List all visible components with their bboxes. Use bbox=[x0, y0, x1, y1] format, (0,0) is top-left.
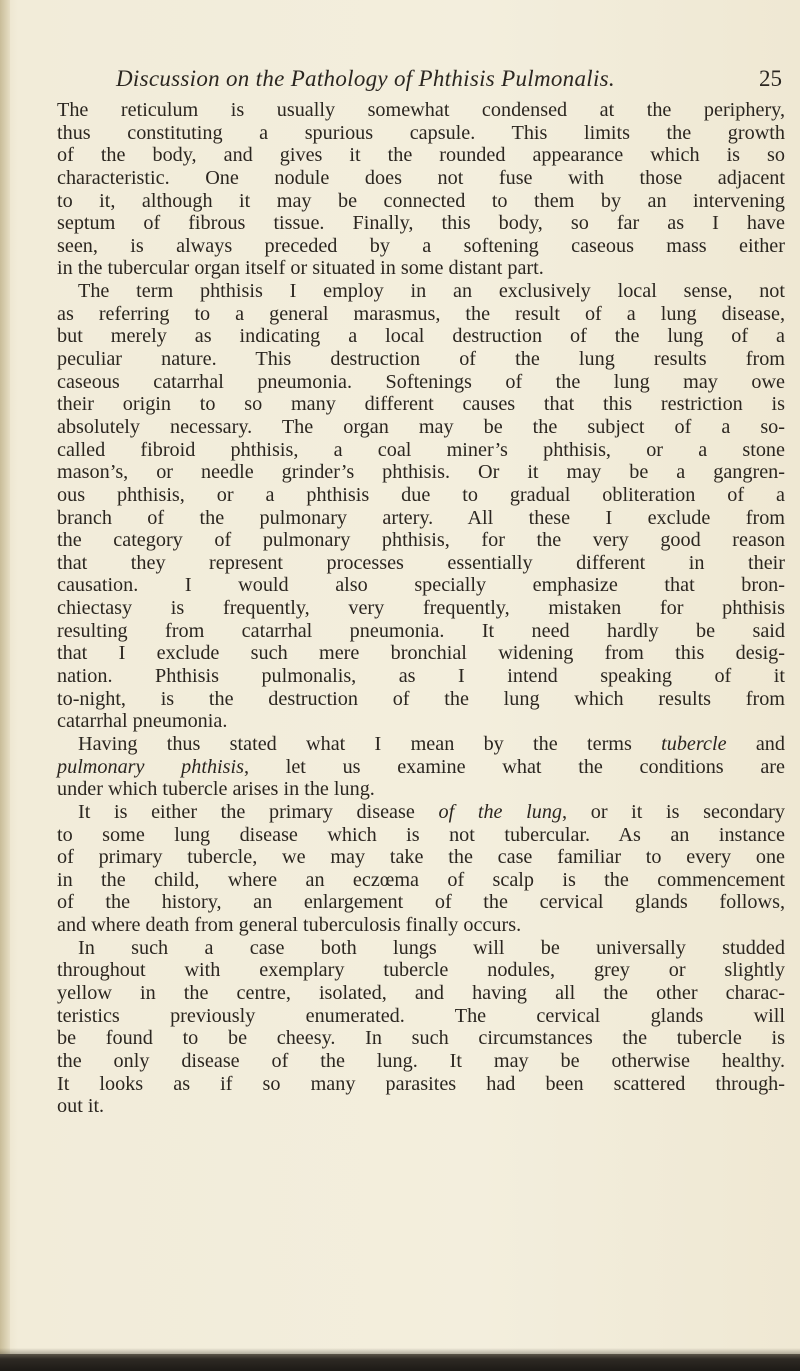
text-line: absolutely necessary. The organ may be the subject of a so- bbox=[57, 415, 785, 438]
text-line: throughout with exemplary tubercle nodules, grey or slightly bbox=[57, 959, 785, 982]
text-line: but merely as indicating a local destruction of the lung of a bbox=[57, 325, 785, 348]
text-line: called fibroid phthisis, a coal miner’s phthisis, or a stone bbox=[57, 438, 785, 461]
text-line: out it. bbox=[57, 1095, 105, 1118]
text-line: causation. I would also specially emphasize that bron- bbox=[57, 574, 785, 597]
text-line: to some lung disease which is not tubercular. As an instance bbox=[57, 823, 785, 846]
text-line: under which tubercle arises in the lung. bbox=[57, 778, 375, 801]
text-line: teristics previously enumerated. The cervical glands will bbox=[57, 1004, 785, 1027]
text-line: chiectasy is frequently, very frequently, mistaken for phthisis bbox=[57, 597, 785, 620]
italic-text: tubercle bbox=[661, 732, 727, 755]
text-line: and where death from general tuberculosis finally occurs. bbox=[57, 914, 522, 937]
text-line: that I exclude such mere bronchial widening from this desig- bbox=[57, 642, 785, 665]
text-line: ous phthisis, or a phthisis due to gradual obliteration of a bbox=[57, 483, 785, 506]
italic-text: of the lung bbox=[438, 800, 563, 823]
text-line: to it, although it may be connected to them by an intervening bbox=[57, 189, 785, 212]
text-line: of primary tubercle, we may take the case familiar to every one bbox=[57, 846, 785, 869]
text-line: of the history, an enlargement of the cervical glands follows, bbox=[57, 891, 785, 914]
text-line: peculiar nature. This destruction of the lung results from bbox=[57, 348, 785, 371]
text-line: thus constituting a spurious capsule. This limits the growth bbox=[57, 121, 785, 144]
text-run: It is either the primary disease bbox=[78, 800, 439, 823]
text-line bbox=[57, 756, 785, 779]
text-line: yellow in the centre, isolated, and having all the other charac- bbox=[57, 981, 785, 1004]
text-line: the only disease of the lung. It may be otherwise healthy. bbox=[57, 1049, 785, 1072]
text-line: in the child, where an eczœma of scalp is the commencement bbox=[57, 868, 785, 891]
text-line: in the tubercular organ itself or situated in some distant part. bbox=[57, 257, 544, 280]
page-bottom-edge bbox=[0, 1354, 800, 1371]
text-line: to-night, is the destruction of the lung which results from bbox=[57, 687, 785, 710]
text-line: be found to be cheesy. In such circumstances the tubercle is bbox=[57, 1027, 785, 1050]
text-line: It looks as if so many parasites had been scattered through- bbox=[57, 1072, 785, 1095]
text-line: resulting from catarrhal pneumonia. It need hardly be said bbox=[57, 619, 785, 642]
text-line: In such a case both lungs will be universally studded bbox=[78, 936, 785, 959]
text-line: The term phthisis I employ in an exclusively local sense, not bbox=[78, 280, 785, 303]
text-line: as referring to a general marasmus, the result of a lung disease, bbox=[57, 302, 785, 325]
text-run: Having thus stated what I mean by the terms bbox=[78, 732, 662, 755]
text-line: mason’s, or needle grinder’s phthisis. Or it may be a gangren- bbox=[57, 461, 785, 484]
text-run: , or it is secondary bbox=[562, 800, 785, 823]
text-line: that they represent processes essentially different in their bbox=[57, 551, 785, 574]
text-line bbox=[57, 801, 785, 824]
page-number: 25 bbox=[759, 66, 782, 91]
text-line: septum of fibrous tissue. Finally, this body, so far as I have bbox=[57, 212, 785, 235]
text-line: seen, is always preceded by a softening caseous mass either bbox=[57, 234, 785, 257]
text-run: , let us examine what the conditions are bbox=[243, 755, 785, 778]
body-text bbox=[57, 99, 785, 1118]
text-line: the category of pulmonary phthisis, for the very good reason bbox=[57, 529, 785, 552]
text-line: their origin to so many different causes that this restriction is bbox=[57, 393, 785, 416]
running-header bbox=[116, 66, 782, 100]
text-line: of the body, and gives it the rounded appearance which is so bbox=[57, 144, 785, 167]
text-line bbox=[57, 733, 785, 756]
text-line: The reticulum is usually somewhat condensed at the periphery, bbox=[57, 99, 785, 121]
text-run: and bbox=[726, 732, 785, 755]
text-line: catarrhal pneumonia. bbox=[57, 710, 228, 733]
text-line: characteristic. One nodule does not fuse with those adjacent bbox=[57, 166, 785, 189]
text-line: nation. Phthisis pulmonalis, as I intend speaking of it bbox=[57, 665, 785, 688]
text-line: caseous catarrhal pneumonia. Softenings of the lung may owe bbox=[57, 370, 785, 393]
running-title: Discussion on the Pathology of Phthisis Pulmonalis. bbox=[116, 66, 615, 91]
page-gutter bbox=[0, 0, 10, 1371]
text-line: branch of the pulmonary artery. All these I exclude from bbox=[57, 506, 785, 529]
italic-text: pulmonary phthisis bbox=[57, 755, 244, 778]
